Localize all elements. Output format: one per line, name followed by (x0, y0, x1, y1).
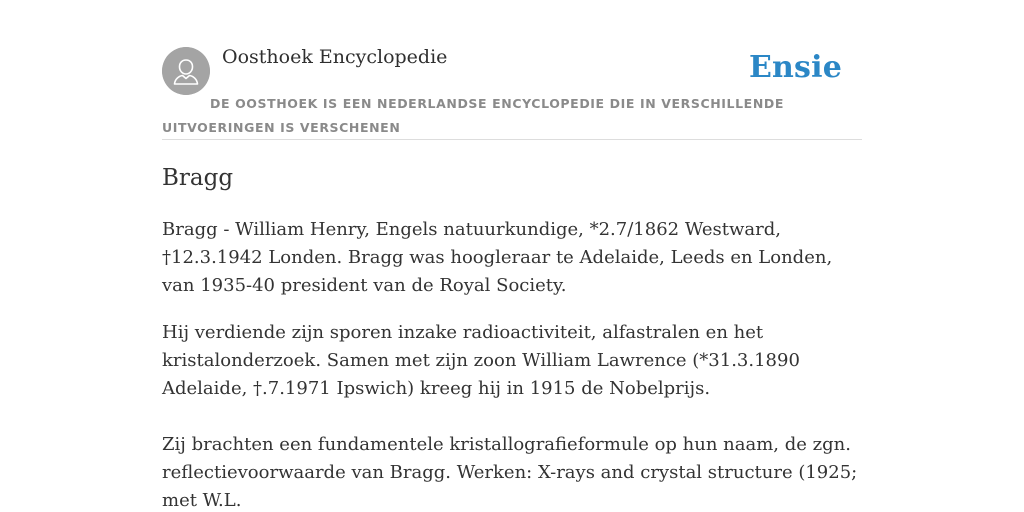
site-name[interactable]: Oosthoek Encyclopedie (222, 46, 448, 68)
site-tagline: DE OOSTHOEK IS EEN NEDERLANDSE ENCYCLOPEDIE DIE IN VERSCHILLENDE UITVOERINGEN IS VERSCHENEN (162, 96, 784, 135)
article-paragraph: Hij verdiende zijn sporen inzake radioactiviteit, alfastralen en het kristalonderzoek. Samen met zijn zoon William Lawrence (*31.3.1890 Adelaide, †.7.1971 Ipswich) kreeg hij in 1915 de Nobelprijs. (162, 322, 800, 399)
site-header (162, 0, 862, 140)
brand-logo[interactable]: Ensie (748, 50, 842, 85)
article (162, 160, 862, 512)
article-paragraph: Zij brachten een fundamentele kristallografieformule op hun naam, de zgn. reflectievoorwaarde van Bragg. Werken: X-rays and crystal structure (1925; met W.L. (162, 434, 858, 511)
article-paragraph: Bragg - William Henry, Engels natuurkundige, *2.7/1862 Westward, †12.3.1942 Londen. Bragg was hoogleraar te Adelaide, Leeds en Londen, van 1935-40 president van de Royal Society. (162, 219, 833, 296)
article-title: Bragg (162, 165, 234, 191)
user-avatar-icon[interactable] (162, 47, 210, 95)
header-divider (162, 139, 862, 140)
